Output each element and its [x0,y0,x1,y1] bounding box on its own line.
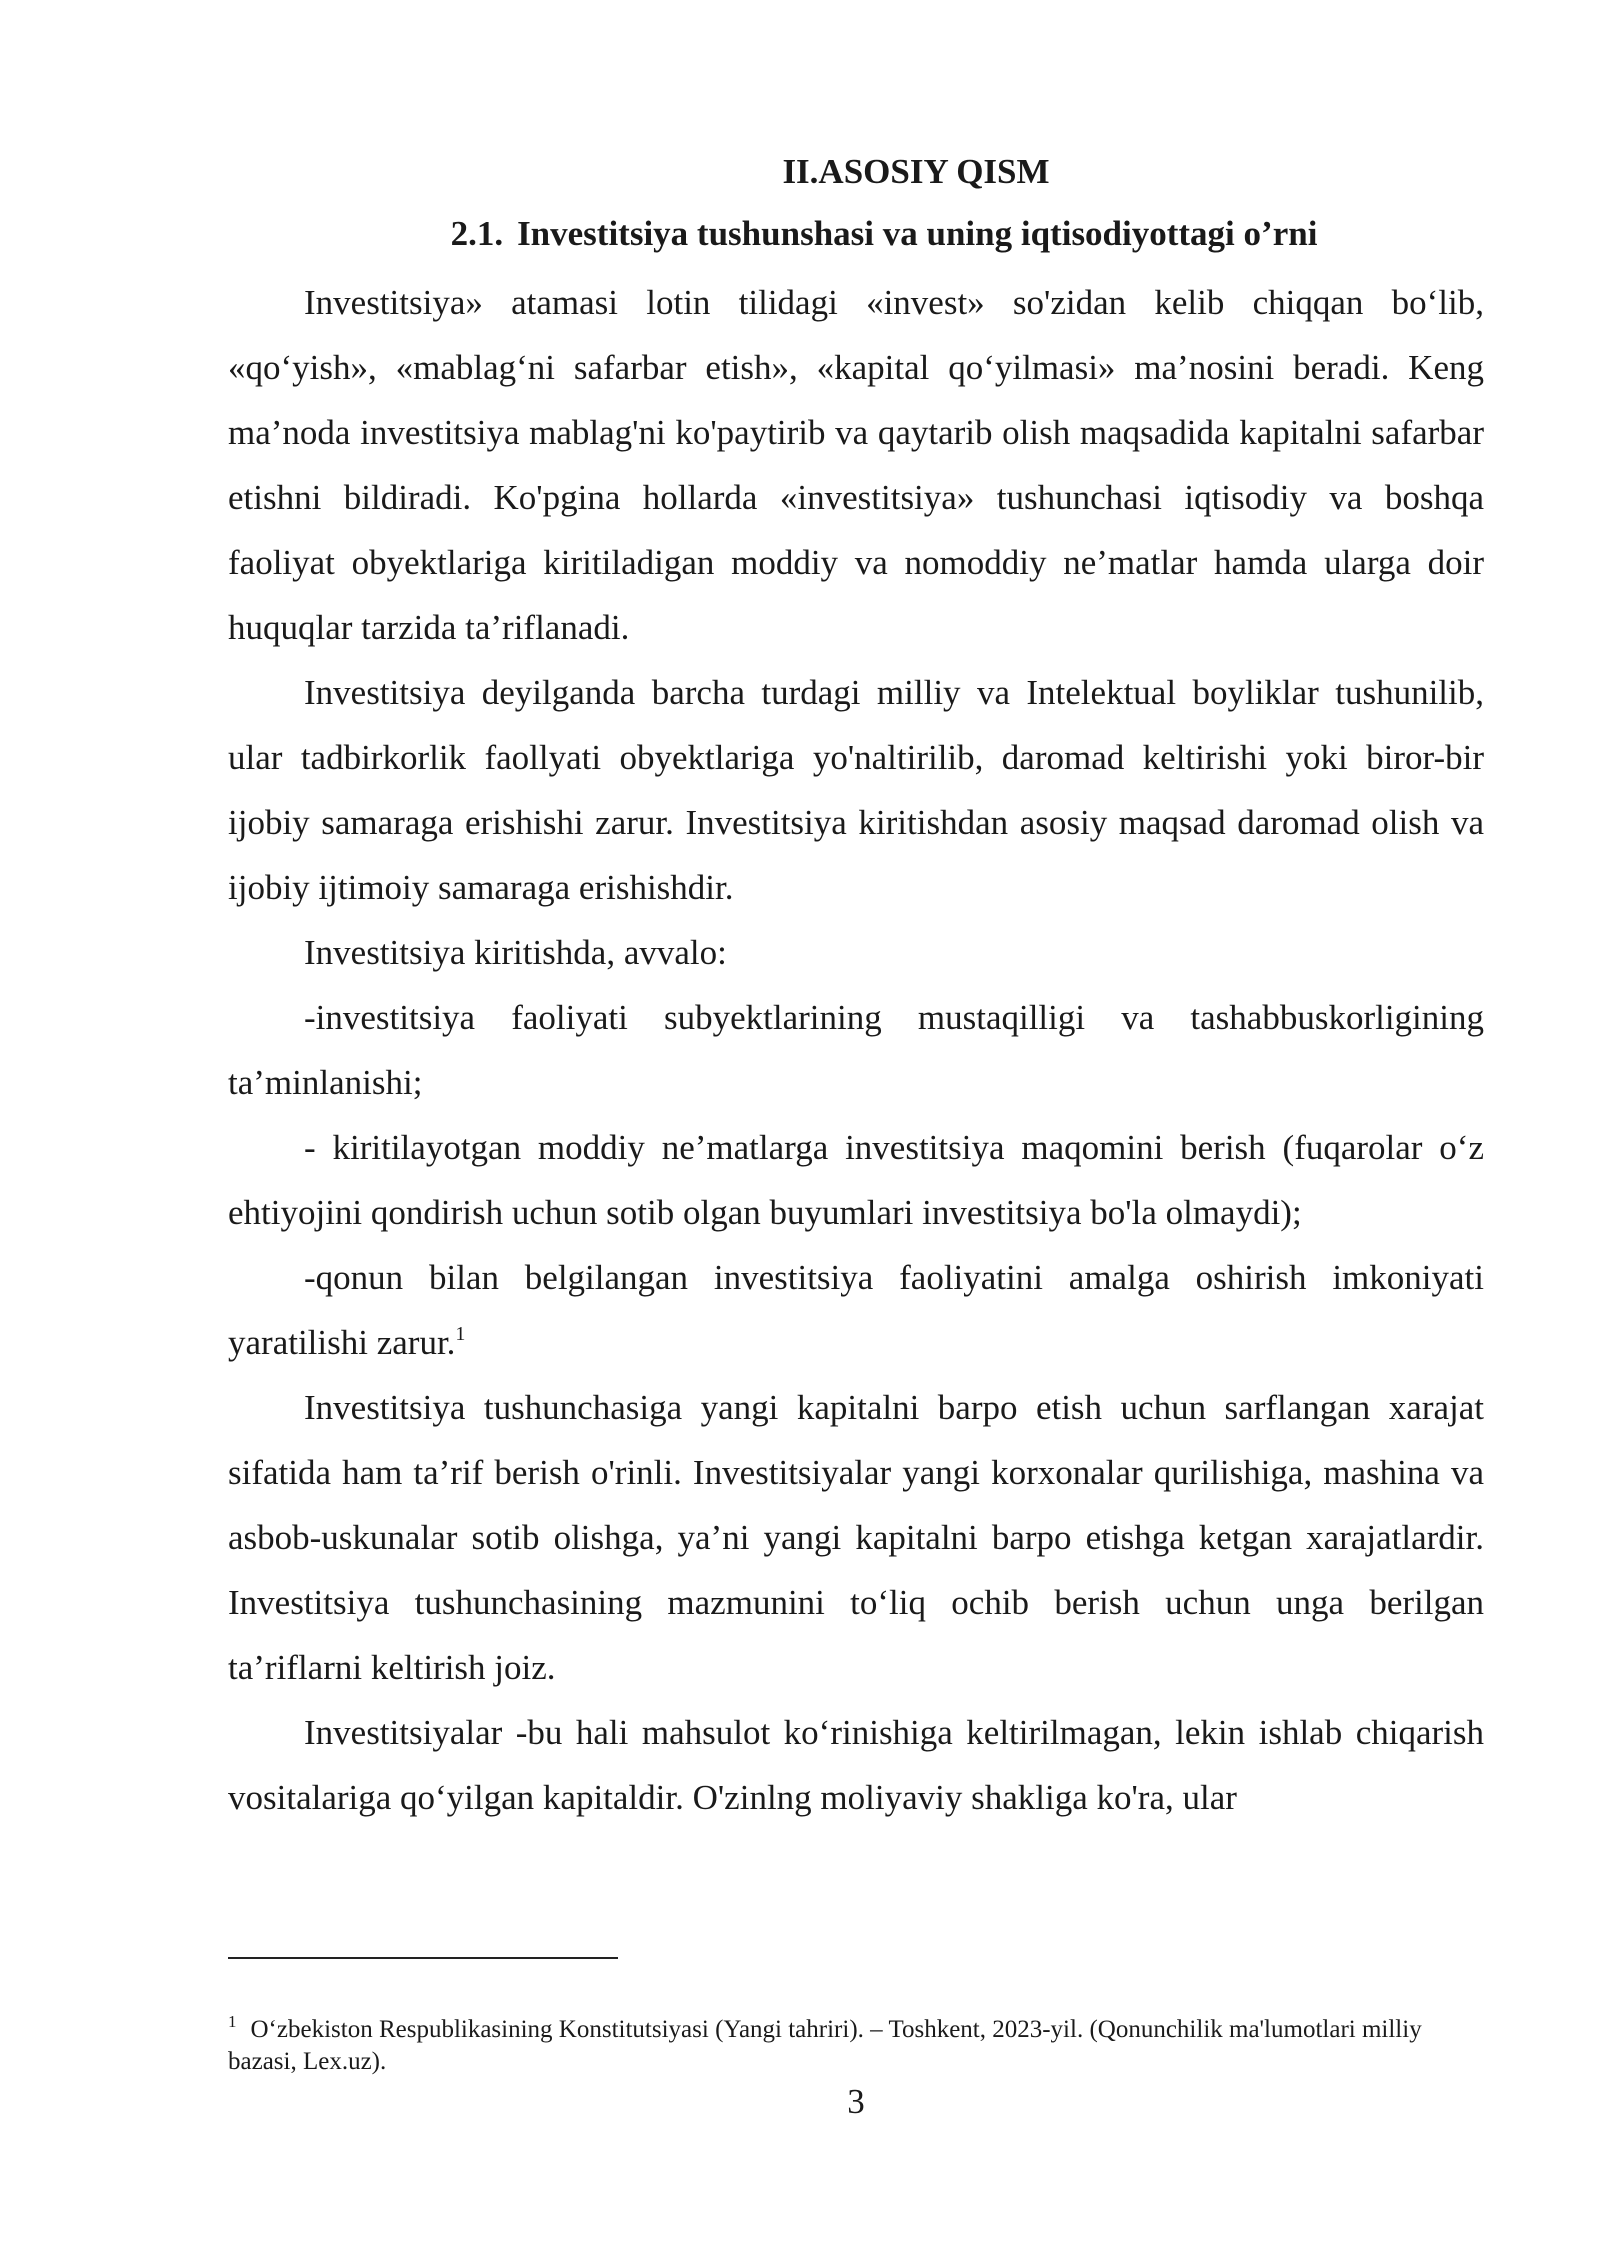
footnote-reference[interactable]: 1 [455,1323,466,1345]
list-item [228,1245,1484,1375]
footnote-text: O‘zbekiston Respublikasining Konstitutsiyasi (Yangi tahriri). – Toshkent, 2023-yil. (Qonunchilik ma'lumotlari milliy bazasi, Lex.uz). [228,2016,1422,2075]
section-number: 2.1. [450,214,504,253]
paragraph: Investitsiya deyilganda barcha turdagi milliy va Intelektual boyliklar tushunilib, ular tadbirkorlik faollyati obyektlariga yo'naltirilib, daromad keltirishi yoki biror-bir ijobiy samaraga erishishi zarur. Investitsiya kiritishdan asosiy maqsad daromad olish va ijobiy ijtimoiy samaraga erishishdir. [228,673,1484,907]
paragraph: Investitsiya tushunchasiga yangi kapitalni barpo etish uchun sarflangan xarajat sifatida ham ta’rif berish o'rinli. Investitsiyalar yangi korxonalar qurilishiga, mashina va asbob-uskunalar sotib olishga, ya’ni yangi kapitalni barpo etishga ketgan xarajatlardir. Investitsiya tushunchasining mazmunini to‘liq ochib berish uchun unga berilgan ta’riflarni keltirish joiz. [228,1388,1484,1687]
paragraph: Investitsiya» atamasi lotin tilidagi «invest» so'zidan kelib chiqqan bo‘lib, «qo‘yish», «mablag‘ni safarbar etish», «kapital qo‘yilmasi» ma’nosini beradi. Keng ma’noda investitsiya mablag'ni ko'paytirib va qaytarib olish maqsadida kapitalni safarbar etishni bildiradi. Ko'pgina hollarda «investitsiya» tushunchasi iqtisodiy va boshqa faoliyat obyektlariga kiritiladigan moddiy va nomoddiy ne’matlar hamda ularga doir huquqlar tarzida ta’riflanadi. [228,283,1484,647]
footnote-separator [228,1957,618,1959]
section-heading [228,210,1484,258]
document-body [228,148,1484,1830]
paragraph: Investitsiyalar -bu hali mahsulot ko‘rinishiga keltirilmagan, lekin ishlab chiqarish vositalariga qo‘yilgan kapitaldir. O'zinlng moliyaviy shakliga ko'ra, ular [228,1713,1484,1817]
page-number: 3 [847,2082,865,2121]
list-item: -investitsiya faoliyati subyektlarining mustaqilligi va tashabbuskorligining ta’minlanishi; [228,998,1484,1102]
footnote-marker: 1 [228,2012,237,2031]
list-item-text: -qonun bilan belgilangan investitsiya faoliyatini amalga oshirish imkoniyati yaratilishi zarur. [228,1258,1484,1362]
part-title: II.ASOSIY QISM [782,152,1050,191]
list-item: - kiritilayotgan moddiy ne’matlarga investitsiya maqomini berish (fuqarolar o‘z ehtiyojini qondirish uchun sotib olgan buyumlari investitsiya bo'la olmaydi); [228,1128,1484,1232]
paragraph: Investitsiya kiritishda, avvalo: [304,933,727,972]
footnote [228,2014,1484,2078]
section-title: Investitsiya tushunshasi va uning iqtisodiyottagi o’rni [517,214,1318,253]
